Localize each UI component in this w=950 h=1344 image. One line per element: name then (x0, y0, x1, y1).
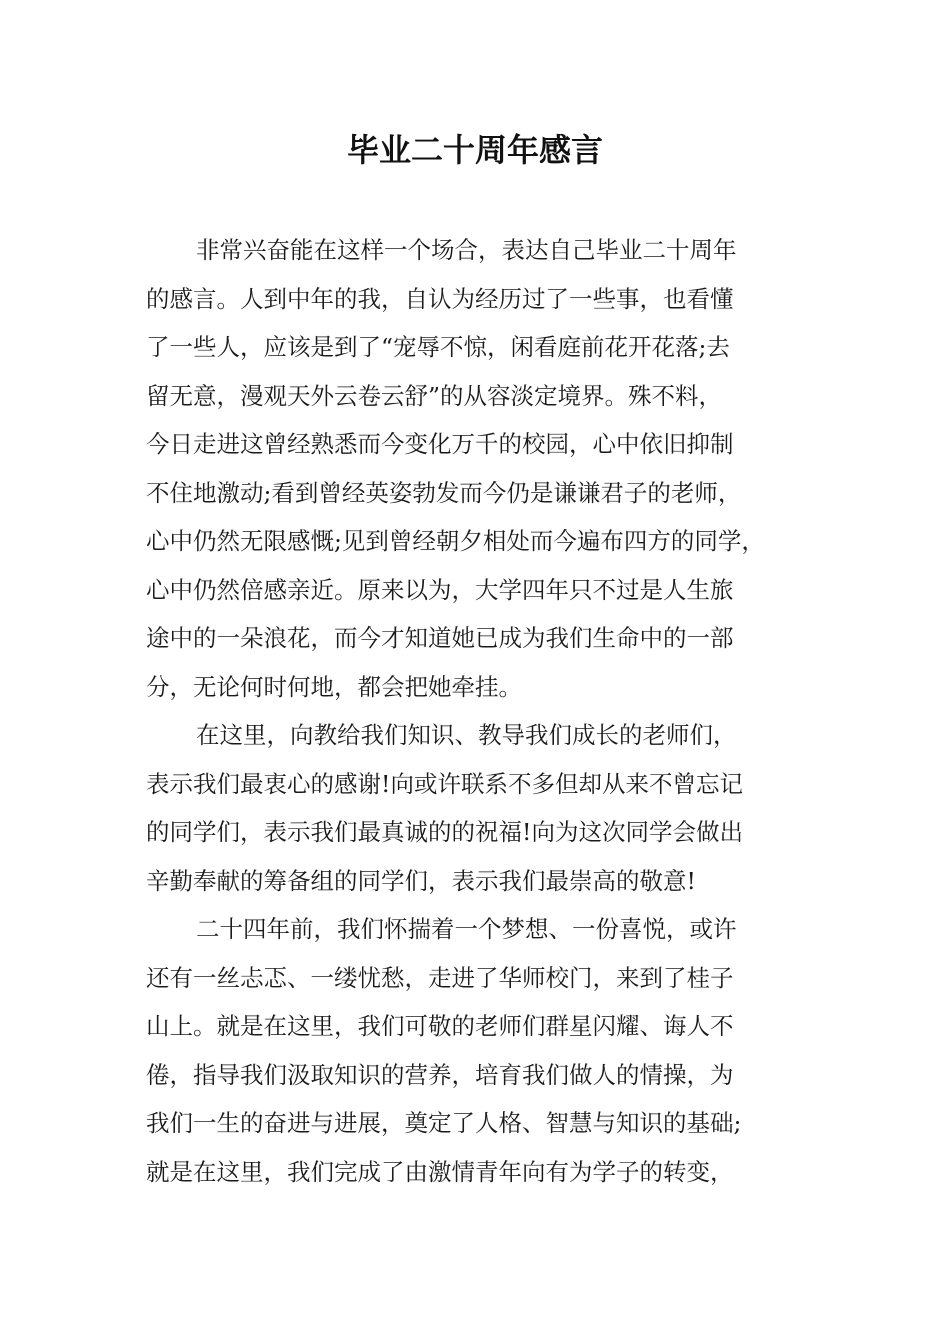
document-title: 毕业二十周年感言 (346, 131, 603, 169)
paragraph-line: 的同学们，表示我们最真诚的的祝福!向为这次同学会做出 (146, 818, 743, 846)
paragraph-2 (146, 711, 826, 905)
paragraph-line: 表示我们最衷心的感谢!向或许联系不多但却从来不曾忘记 (146, 769, 743, 798)
paragraph-line: 今日走进这曾经熟悉而今变化万千的校园，心中依旧抑制 (146, 430, 734, 458)
paragraph-line: 的感言。人到中年的我，自认为经历过了一些事，也看懂 (146, 284, 734, 313)
paragraph-line: 辛勤奉献的筹备组的同学们，表示我们最崇高的敬意! (146, 866, 696, 895)
paragraph-line: 心中仍然倍感亲近。原来以为，大学四年只不过是人生旅 (146, 575, 734, 604)
paragraph-line: 非常兴奋能在这样一个场合，表达自己毕业二十周年 (196, 236, 737, 264)
paragraph-line: 途中的一朵浪花，而今才知道她已成为我们生命中的一部 (146, 624, 734, 652)
paragraph-line: 了一些人，应该是到了“宠辱不惊，闲看庭前花开花落;去 (146, 333, 730, 361)
paragraph-line: 在这里，向教给我们知识、教导我们成长的老师们， (196, 721, 737, 749)
paragraph-line: 还有一丝忐忑、一缕忧愁，走进了华师校门，来到了桂子 (146, 963, 734, 992)
paragraph-line: 我们一生的奋进与进展，奠定了人格、智慧与知识的基础; (146, 1109, 742, 1137)
paragraph-line: 二十四年前，我们怀揣着一个梦想、一份喜悦，或许 (196, 915, 737, 943)
paragraph-line: 心中仍然无限感慨;见到曾经朝夕相处而今遍布四方的同学， (146, 527, 765, 555)
document-body (146, 226, 826, 1196)
paragraph-line: 倦，指导我们汲取知识的营养，培育我们做人的情操，为 (146, 1060, 734, 1089)
paragraph-line: 留无意，漫观天外云卷云舒”的从容淡定境界。殊不料， (146, 381, 723, 410)
paragraph-line: 山上。就是在这里，我们可敬的老师们群星闪耀、诲人不 (146, 1012, 734, 1040)
paragraph-3 (146, 905, 826, 1196)
paragraph-1 (146, 226, 826, 711)
paragraph-line: 分，无论何时何地，都会把她牵挂。 (146, 672, 522, 701)
paragraph-line: 不住地激动;看到曾经英姿勃发而今仍是谦谦君子的老师， (146, 478, 742, 507)
paragraph-line: 就是在这里，我们完成了由激情青年向有为学子的转变， (146, 1157, 734, 1186)
